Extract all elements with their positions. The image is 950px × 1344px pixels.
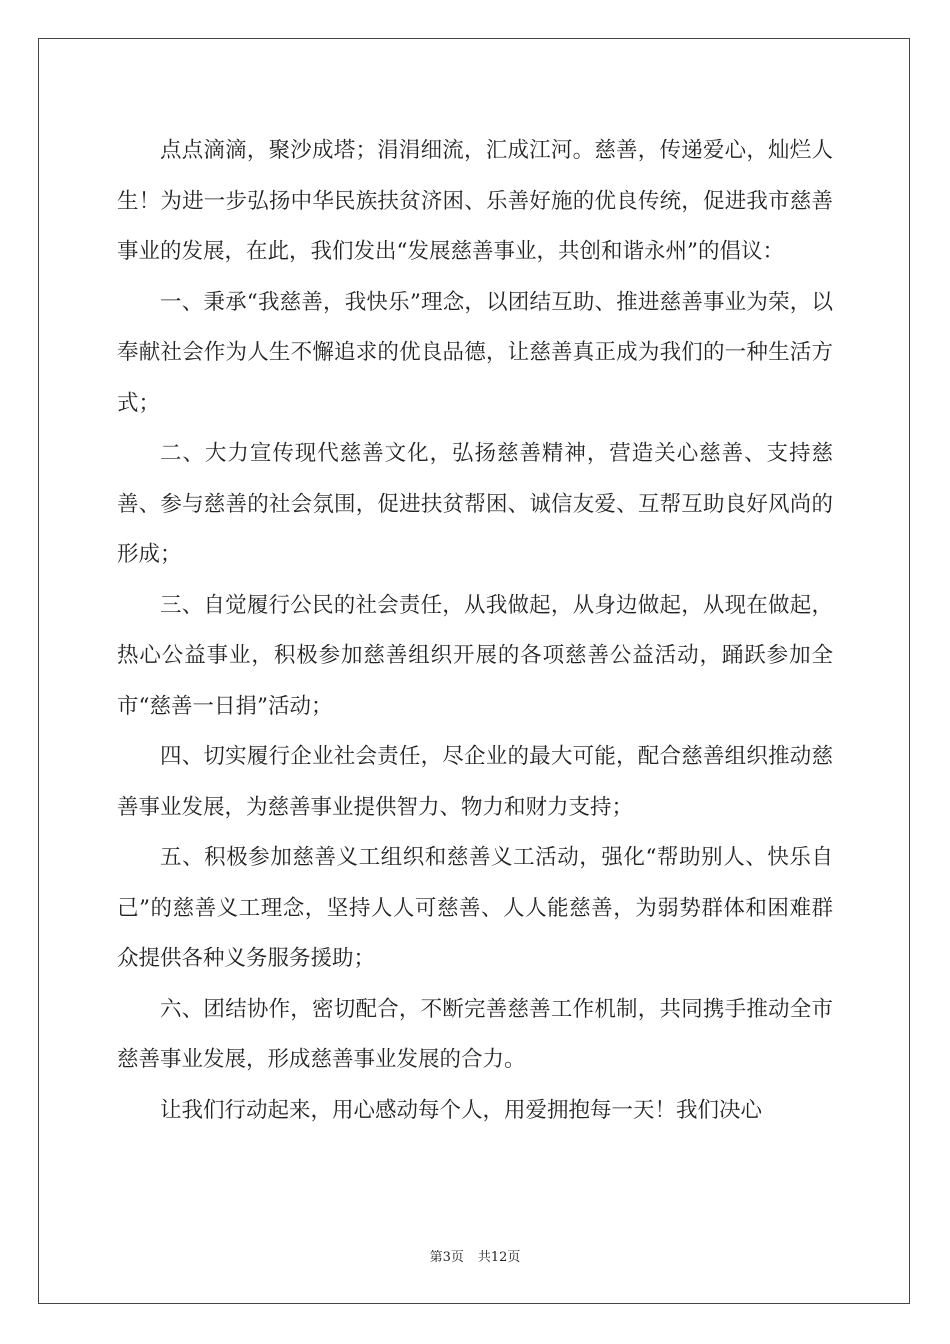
- page-total: 共12页: [477, 1250, 521, 1265]
- paragraph-item-2: 二、大力宣传现代慈善文化，弘扬慈善精神，营造关心慈善、支持慈善、参与慈善的社会氛围，促进扶贫帮困、诚信友爱、互帮互助良好风尚的形成；: [117, 441, 833, 567]
- paragraph-item-1: 一、秉承“我慈善，我快乐”理念，以团结互助、推进慈善事业为荣，以奉献社会作为人生不懈追求的优良品德，让慈善真正成为我们的一种生活方式；: [117, 289, 833, 416]
- page-footer: [0, 1250, 950, 1266]
- paragraph-item-6: 六、团结协作，密切配合，不断完善慈善工作机制，共同携手推动全市慈善事业发展，形成慈善事业发展的合力。: [117, 996, 833, 1072]
- page-number: 第3页: [429, 1250, 464, 1265]
- paragraph-item-4: 四、切实履行企业社会责任，尽企业的最大可能，配合慈善组织推动慈善事业发展，为慈善事业提供智力、物力和财力支持；: [117, 744, 833, 820]
- paragraph-item-5: 五、积极参加慈善义工组织和慈善义工活动，强化“帮助别人、快乐自己”的慈善义工理念，坚持人人可慈善、人人能慈善，为弱势群体和困难群众提供各种义务服务援助；: [117, 845, 833, 971]
- paragraph-intro: 点点滴滴，聚沙成塔；涓涓细流，汇成江河。慈善，传递爱心，灿烂人生！为进一步弘扬中华民族扶贫济困、乐善好施的优良传统，促进我市慈善事业的发展，在此，我们发出“发展慈善事业，共创和谐永州”的倡议：: [117, 138, 833, 264]
- document-body: [117, 126, 833, 1136]
- paragraph-closing: 让我们行动起来，用心感动每个人，用爱拥抱每一天！我们决心: [160, 1097, 763, 1123]
- paragraph-item-3: 三、自觉履行公民的社会责任，从我做起，从身边做起，从现在做起，热心公益事业，积极参加慈善组织开展的各项慈善公益活动，踊跃参加全市“慈善一日捐”活动；: [117, 592, 833, 719]
